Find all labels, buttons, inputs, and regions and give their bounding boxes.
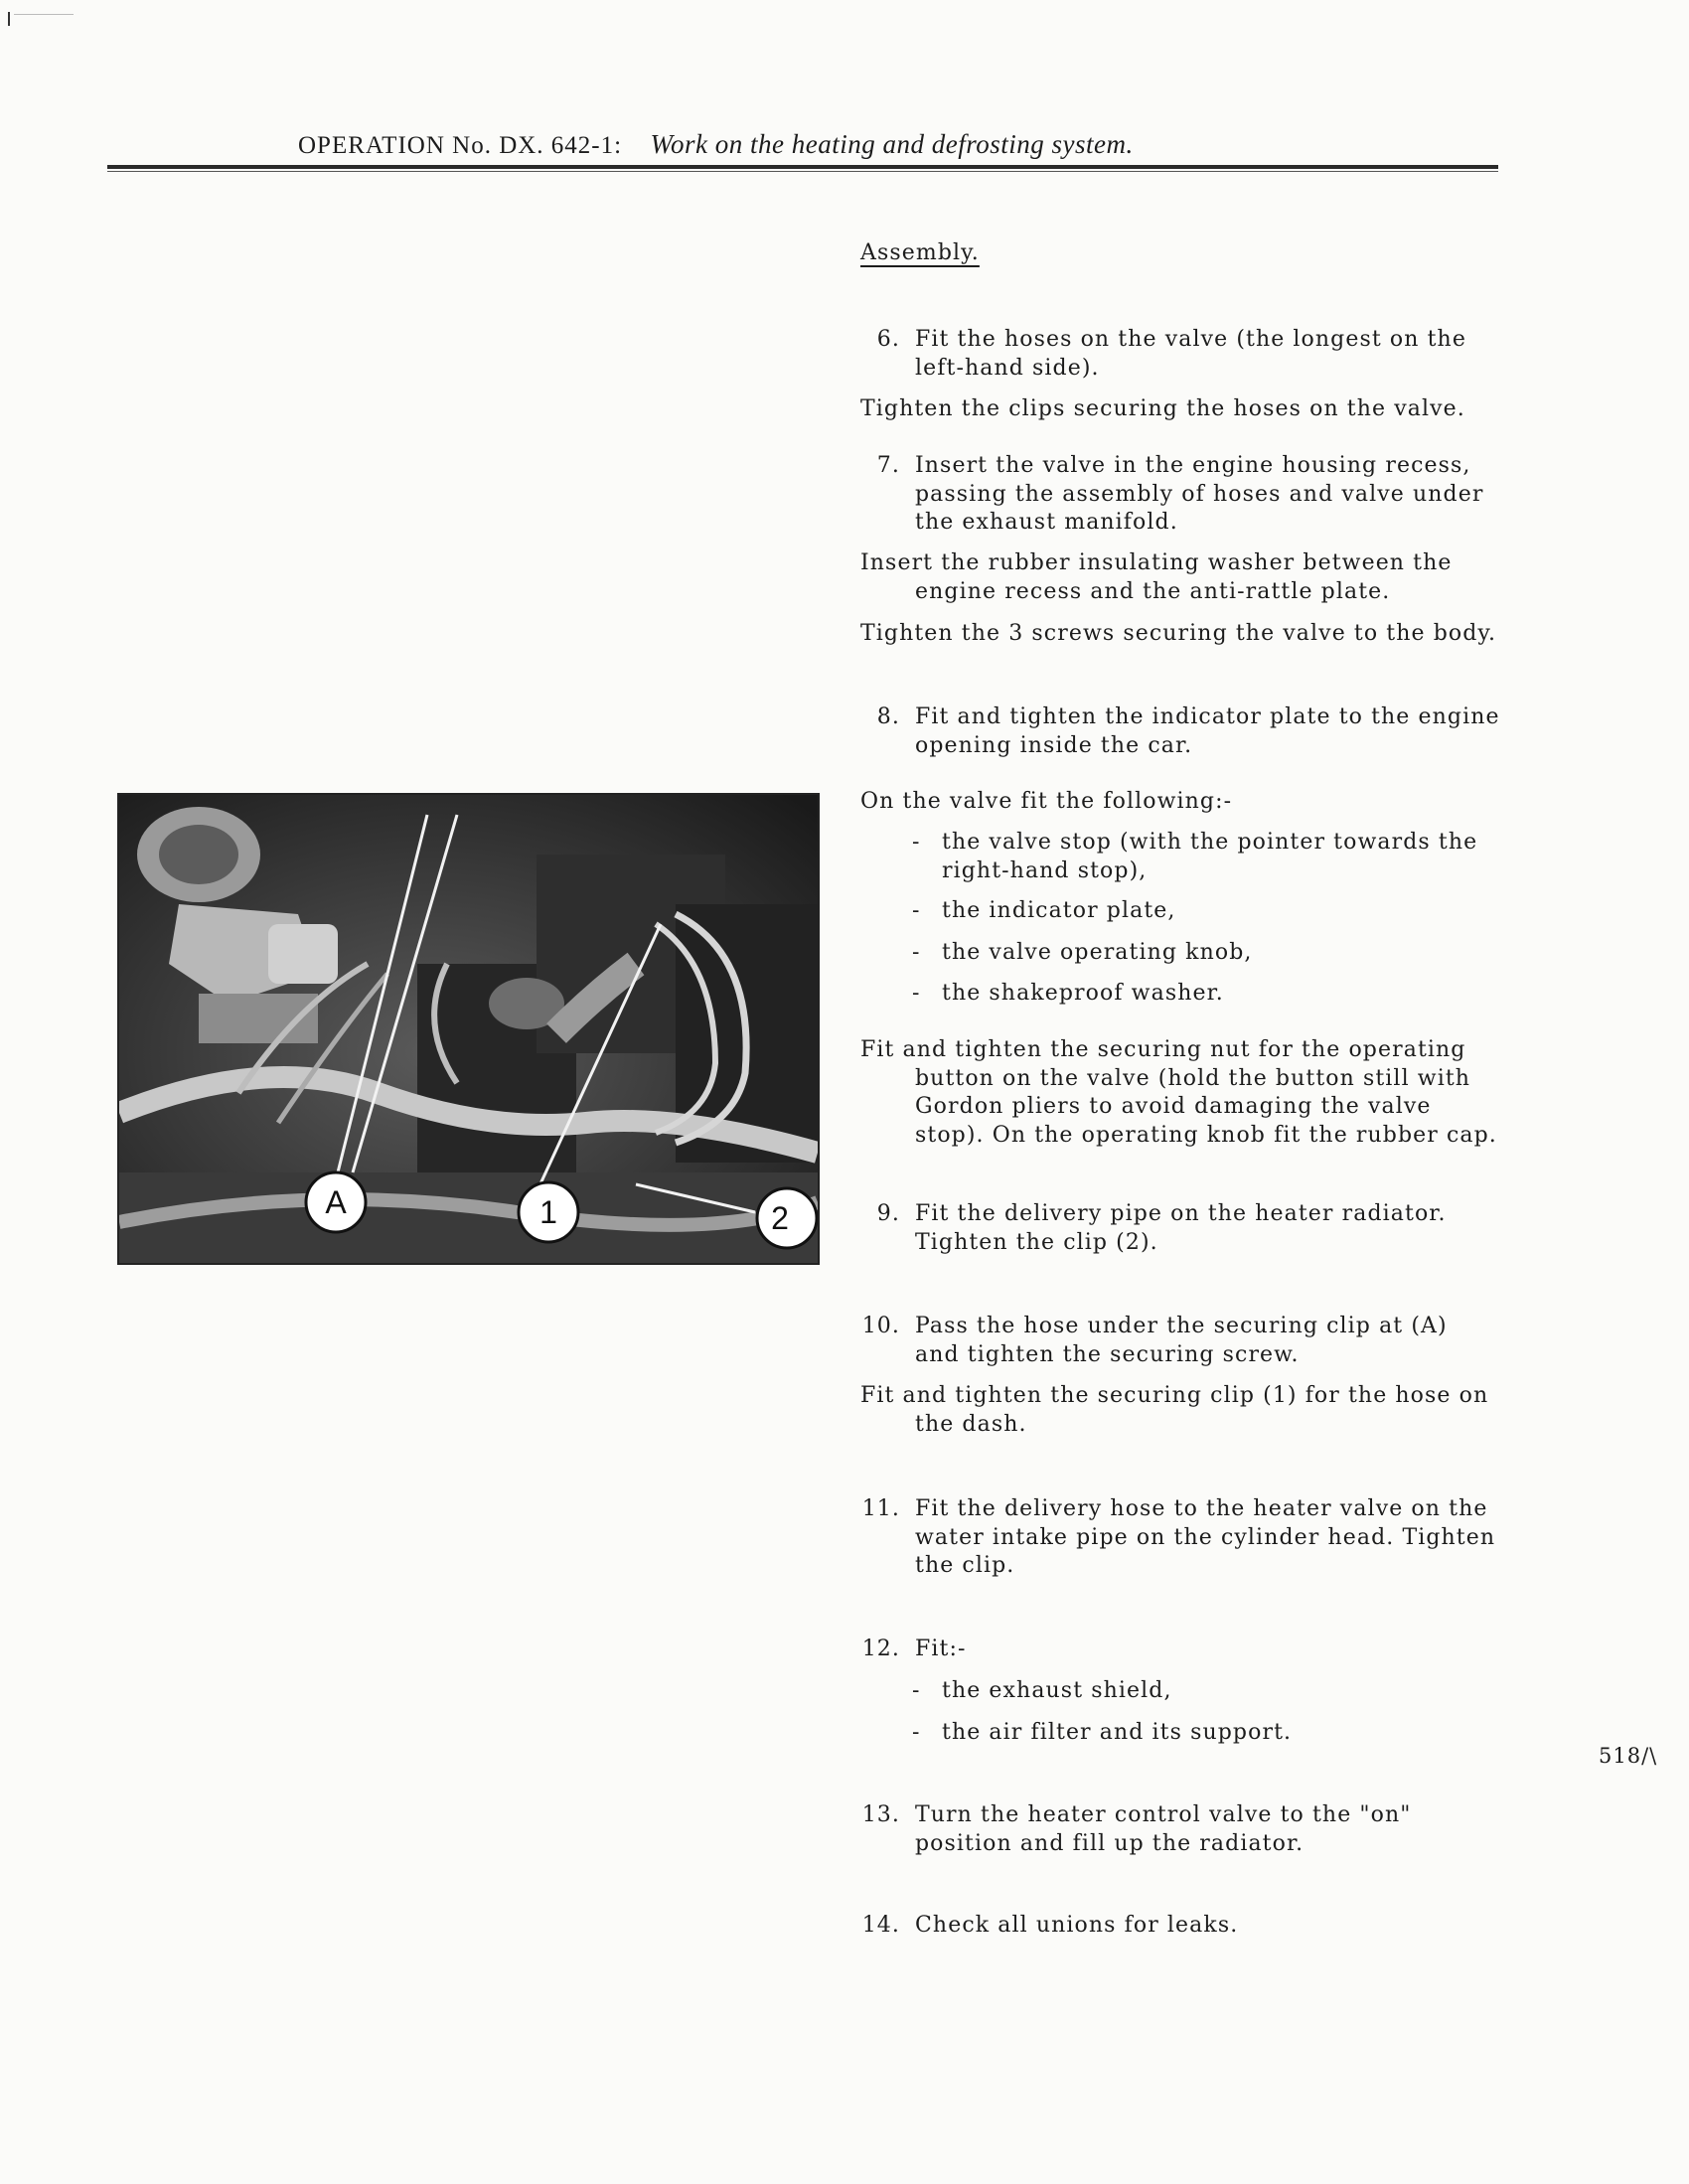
step-number: 9. <box>876 1201 900 1226</box>
list-item <box>912 980 1508 1009</box>
step-7 <box>860 452 1506 538</box>
para-8a <box>860 788 1561 817</box>
line: Turn the heater control valve to the "on" <box>915 1802 1412 1827</box>
line: the exhaust shield, <box>942 1678 1172 1703</box>
line: right-hand stop), <box>942 858 1148 883</box>
line: Check all unions for leaks. <box>915 1913 1239 1938</box>
list-item <box>912 939 1508 968</box>
step-8 <box>860 703 1506 760</box>
line: Fit:- <box>915 1637 967 1661</box>
line: the exhaust manifold. <box>915 510 1178 535</box>
header-rule <box>107 165 1498 169</box>
dash: - <box>912 940 921 965</box>
line: water intake pipe on the cylinder head. Tighten <box>915 1524 1496 1550</box>
line: passing the assembly of hoses and valve under <box>915 481 1484 507</box>
dash: - <box>912 981 921 1006</box>
line: Pass the hose under the securing clip at (A) <box>915 1314 1448 1338</box>
step-6 <box>860 326 1506 383</box>
operation-number: OPERATION No. DX. 642-1: <box>298 132 623 159</box>
step-10 <box>860 1313 1506 1369</box>
step-number: 6. <box>876 327 900 352</box>
header-rule-thin <box>107 171 1498 172</box>
line: Tighten the 3 screws securing the valve to the body. <box>860 621 1497 646</box>
line: Fit and tighten the indicator plate to the engine <box>915 704 1500 729</box>
step-13 <box>860 1801 1506 1858</box>
list-item <box>912 1719 1508 1748</box>
line: the shakeproof washer. <box>942 981 1224 1006</box>
step-number: 13. <box>861 1802 900 1827</box>
step-14 <box>860 1912 1506 1941</box>
line: engine recess and the anti-rattle plate. <box>915 578 1391 604</box>
line: Fit and tighten the securing nut for the operating <box>860 1037 1466 1062</box>
step-number: 10. <box>861 1314 900 1338</box>
callout-2: 2 <box>771 1200 789 1236</box>
section-heading: Assembly. <box>860 240 980 265</box>
line: the valve stop (with the pointer towards the <box>942 830 1478 855</box>
line: Fit the delivery pipe on the heater radiator. <box>915 1201 1447 1226</box>
dash: - <box>912 830 921 855</box>
operation-title: Work on the heating and defrosting system. <box>650 129 1134 159</box>
line: Fit the hoses on the valve (the longest on the <box>915 327 1466 352</box>
line: Fit the delivery hose to the heater valve on the <box>915 1496 1488 1521</box>
page-header <box>298 129 1134 160</box>
scan-mark-line <box>14 14 74 15</box>
step-number: 11. <box>861 1496 900 1521</box>
step-number: 8. <box>876 704 900 729</box>
line: Insert the rubber insulating washer between the <box>860 550 1453 575</box>
page-number: 518/\ <box>1599 1744 1658 1768</box>
line: position and fill up the radiator. <box>915 1830 1305 1856</box>
step-9 <box>860 1200 1506 1257</box>
line: the clip. <box>915 1553 1015 1578</box>
line: Insert the valve in the engine housing recess, <box>915 453 1471 478</box>
line: the indicator plate, <box>942 898 1176 923</box>
para-7b <box>860 620 1561 649</box>
para-6a <box>860 395 1561 424</box>
line: button on the valve (hold the button still with <box>915 1065 1471 1091</box>
line: the air filter and its support. <box>942 1720 1293 1745</box>
dash: - <box>912 1678 921 1703</box>
line: Tighten the clips securing the hoses on the valve. <box>860 396 1465 421</box>
line: On the valve fit the following:- <box>860 789 1233 814</box>
line: Fit and tighten the securing clip (1) for the hose on <box>860 1383 1489 1408</box>
step-number: 12. <box>861 1637 900 1661</box>
step-number: 7. <box>876 453 900 478</box>
para-10a <box>860 1382 1561 1439</box>
line: the valve operating knob, <box>942 940 1253 965</box>
engine-bay-photo <box>117 793 820 1265</box>
dash: - <box>912 1720 921 1745</box>
callout-a: A <box>325 1184 347 1220</box>
para-7a <box>860 549 1561 606</box>
list-item <box>912 897 1508 926</box>
list-item <box>912 1677 1508 1706</box>
line: and tighten the securing screw. <box>915 1341 1300 1367</box>
list-item <box>912 829 1508 885</box>
step-number: 14. <box>861 1913 900 1938</box>
line: left-hand side). <box>915 355 1100 381</box>
line: stop). On the operating knob fit the rubber cap. <box>915 1122 1497 1148</box>
dash: - <box>912 898 921 923</box>
line: Gordon pliers to avoid damaging the valve <box>915 1094 1432 1119</box>
scan-mark <box>8 12 10 26</box>
step-12 <box>860 1636 1506 1664</box>
callout-1: 1 <box>539 1194 557 1230</box>
para-8b <box>860 1036 1561 1150</box>
line: opening inside the car. <box>915 732 1193 758</box>
line: Tighten the clip (2). <box>915 1229 1158 1255</box>
step-11 <box>860 1495 1506 1581</box>
line: the dash. <box>915 1411 1027 1437</box>
